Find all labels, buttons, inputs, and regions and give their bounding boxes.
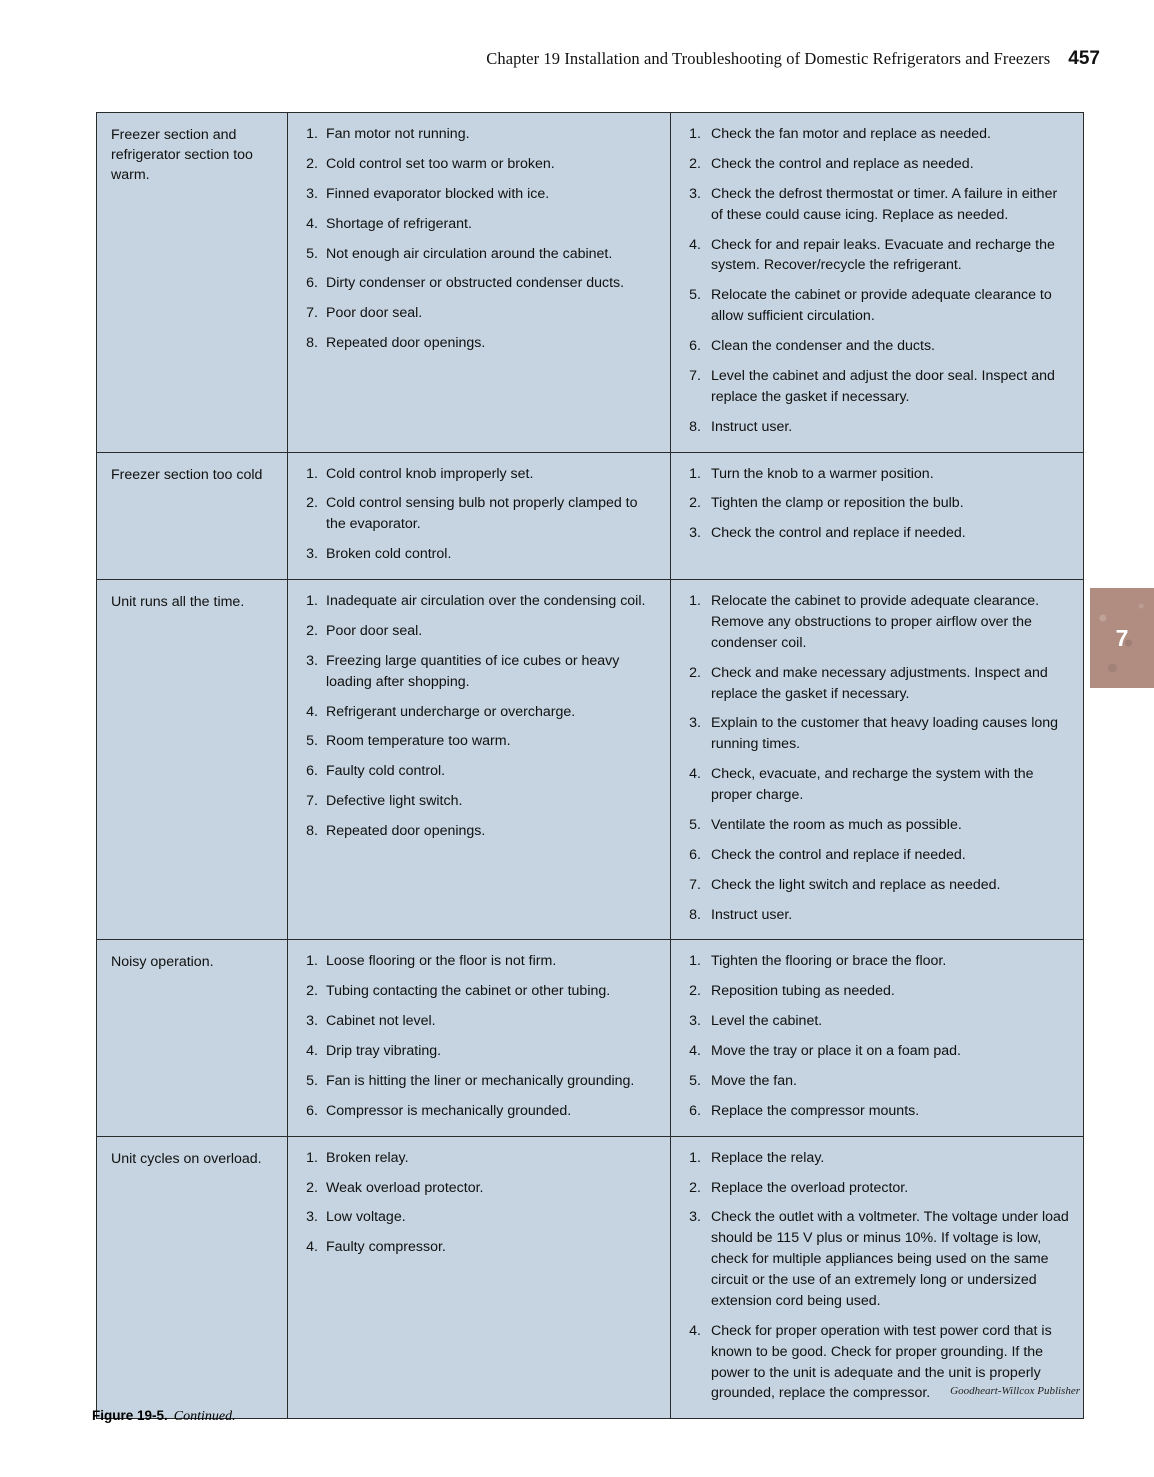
list-item xyxy=(671,523,1069,544)
list-item-text: Fan motor not running. xyxy=(326,126,470,142)
list-item-text: Defective light switch. xyxy=(326,793,463,810)
list-item xyxy=(671,905,1069,926)
list-item-number: 1. xyxy=(306,465,318,482)
figure-label: Figure 19-5. xyxy=(92,1408,168,1423)
list-item-text: Finned evaporator blocked with ice. xyxy=(326,185,550,202)
page-header xyxy=(0,48,1100,70)
list-item-text: Low voltage. xyxy=(326,1209,406,1226)
list-item xyxy=(288,702,660,723)
list-item-text: Check the outlet with a voltmeter. The voltage under load should be 115 V plus or minus 10%. If voltage is low, check for multiple appliances being used on the same circuit or the use of an extremely long or undersized extension cord being used. xyxy=(711,1209,1069,1309)
cause-list xyxy=(288,453,670,580)
list-item-text: Instruct user. xyxy=(711,906,793,923)
list-item-number: 4. xyxy=(306,1239,318,1256)
list-item xyxy=(671,366,1069,408)
list-item-number: 4. xyxy=(306,215,318,232)
table-row xyxy=(97,1136,1084,1419)
list-item-text: Reposition tubing as needed. xyxy=(711,983,895,1000)
list-item-number: 1. xyxy=(689,953,701,970)
list-item-number: 5. xyxy=(689,287,701,304)
list-item xyxy=(671,154,1069,175)
list-item-text: Refrigerant undercharge or overcharge. xyxy=(326,703,576,720)
list-item xyxy=(288,1101,660,1122)
list-item-text: Check, evacuate, and recharge the system with the proper charge. xyxy=(711,766,1034,803)
list-item-text: Tighten the clamp or reposition the bulb. xyxy=(711,495,964,512)
list-item xyxy=(671,184,1069,226)
list-item-text: Freezing large quantities of ice cubes or heavy loading after shopping. xyxy=(326,652,620,690)
list-item-text: Repeated door openings. xyxy=(326,335,486,352)
list-item-number: 1. xyxy=(306,126,318,142)
symptom-text: Freezer section and refrigerator section too warm. xyxy=(111,127,253,184)
list-item xyxy=(671,591,1069,654)
list-item-number: 4. xyxy=(306,703,318,720)
list-item-number: 6. xyxy=(689,846,701,863)
table-row xyxy=(97,452,1084,580)
list-item xyxy=(671,663,1069,705)
cause-list xyxy=(288,580,670,856)
list-item-text: Level the cabinet. xyxy=(711,1013,823,1030)
list-item xyxy=(671,1071,1069,1092)
remedy-cell xyxy=(671,113,1084,453)
list-item xyxy=(288,731,660,752)
list-item-text: Level the cabinet and adjust the door seal. Inspect and replace the gasket if necessary. xyxy=(711,367,1055,405)
list-item-text: Check for and repair leaks. Evacuate and recharge the system. Recover/recycle the refrigerant. xyxy=(711,236,1055,274)
list-item-number: 2. xyxy=(306,983,318,1000)
list-item-number: 1. xyxy=(306,593,318,609)
list-item xyxy=(288,493,660,535)
remedy-cell xyxy=(671,1136,1084,1419)
list-item-text: Compressor is mechanically grounded. xyxy=(326,1102,572,1119)
symptom-cell xyxy=(97,452,288,580)
list-item-text: Replace the overload protector. xyxy=(711,1179,909,1196)
list-item xyxy=(288,821,660,842)
cause-cell xyxy=(288,580,671,940)
list-item-text: Loose flooring or the floor is not firm. xyxy=(326,953,557,970)
list-item xyxy=(671,124,1069,145)
list-item-text: Drip tray vibrating. xyxy=(326,1043,442,1059)
list-item-number: 1. xyxy=(306,1149,318,1166)
table-row xyxy=(97,580,1084,940)
list-item-text: Replace the relay. xyxy=(711,1149,825,1166)
remedy-cell xyxy=(671,452,1084,580)
list-item-text: Poor door seal. xyxy=(326,622,423,639)
list-item xyxy=(288,1011,660,1032)
remedy-list xyxy=(671,940,1083,1135)
list-item-number: 3. xyxy=(306,546,318,563)
list-item-number: 2. xyxy=(306,155,318,172)
symptom-cell xyxy=(97,940,288,1136)
list-item xyxy=(288,124,660,145)
list-item-text: Instruct user. xyxy=(711,418,793,435)
list-item-text: Poor door seal. xyxy=(326,305,423,322)
list-item-text: Clean the condenser and the ducts. xyxy=(711,338,936,354)
list-item xyxy=(288,273,660,294)
list-item-text: Check the light switch and replace as needed. xyxy=(711,876,1001,893)
symptom-cell xyxy=(97,580,288,940)
figure-caption xyxy=(92,1408,236,1425)
list-item-text: Tubing contacting the cabinet or other tubing. xyxy=(326,983,611,1000)
list-item xyxy=(288,544,660,565)
list-item xyxy=(288,1207,660,1228)
list-item xyxy=(671,1101,1069,1122)
list-item-number: 6. xyxy=(689,338,701,354)
list-item xyxy=(288,1237,660,1258)
list-item-number: 7. xyxy=(689,876,701,893)
list-item-number: 4. xyxy=(689,1043,701,1059)
list-item-number: 5. xyxy=(306,1072,318,1089)
cause-cell xyxy=(288,452,671,580)
list-item-text: Repeated door openings. xyxy=(326,823,486,839)
chapter-thumb-tab xyxy=(1090,588,1154,688)
list-item-number: 5. xyxy=(306,733,318,750)
list-item-text: Cold control knob improperly set. xyxy=(326,465,534,482)
list-item-number: 4. xyxy=(689,766,701,783)
list-item-text: Relocate the cabinet to provide adequate clearance. Remove any obstructions to proper airflow over the condenser coil. xyxy=(711,593,1040,651)
list-item-number: 3. xyxy=(689,1013,701,1030)
symptom-text: Unit runs all the time. xyxy=(111,594,245,610)
list-item-number: 4. xyxy=(689,236,701,253)
list-item-number: 1. xyxy=(689,126,701,142)
cause-cell xyxy=(288,1136,671,1419)
cause-list xyxy=(288,1137,670,1273)
remedy-list xyxy=(671,580,1083,939)
list-item-text: Move the fan. xyxy=(711,1072,797,1089)
list-item xyxy=(288,1041,660,1062)
list-item-number: 7. xyxy=(306,305,318,322)
list-item xyxy=(671,845,1069,866)
list-item-text: Check the defrost thermostat or timer. A failure in either of these could cause icing. Replace as needed. xyxy=(711,185,1058,223)
list-item xyxy=(671,493,1069,514)
list-item xyxy=(288,154,660,175)
list-item-text: Faulty cold control. xyxy=(326,763,446,780)
troubleshooting-table-wrapper xyxy=(96,112,1080,1419)
list-item-text: Weak overload protector. xyxy=(326,1179,484,1196)
list-item xyxy=(671,713,1069,755)
cause-list xyxy=(288,940,670,1135)
list-item xyxy=(288,464,660,485)
symptom-text: Noisy operation. xyxy=(111,954,214,971)
list-item-text: Shortage of refrigerant. xyxy=(326,215,472,232)
list-item-text: Cabinet not level. xyxy=(326,1013,436,1030)
list-item xyxy=(288,184,660,205)
list-item-number: 1. xyxy=(306,953,318,970)
list-item xyxy=(288,761,660,782)
list-item-number: 7. xyxy=(689,367,701,384)
list-item-number: 1. xyxy=(689,465,701,482)
list-item xyxy=(671,1207,1069,1311)
list-item-text: Relocate the cabinet or provide adequate clearance to allow sufficient circulation. xyxy=(711,287,1052,325)
list-item-number: 6. xyxy=(306,1102,318,1119)
list-item-text: Check the control and replace if needed. xyxy=(711,525,966,542)
list-item xyxy=(671,336,1069,357)
list-item-text: Check the fan motor and replace as needed. xyxy=(711,126,991,142)
list-item-number: 8. xyxy=(689,906,701,923)
symptom-text: Unit cycles on overload. xyxy=(111,1150,262,1167)
list-item-number: 3. xyxy=(306,1209,318,1226)
list-item xyxy=(288,1148,660,1169)
list-item xyxy=(671,235,1069,277)
table-body xyxy=(97,113,1084,1419)
list-item-number: 7. xyxy=(306,793,318,810)
list-item-number: 8. xyxy=(306,335,318,352)
list-item xyxy=(671,951,1069,972)
list-item xyxy=(671,417,1069,438)
list-item-number: 3. xyxy=(306,652,318,669)
list-item-text: Tighten the flooring or brace the floor. xyxy=(711,953,947,970)
remedy-cell xyxy=(671,580,1084,940)
list-item xyxy=(288,1071,660,1092)
list-item-text: Replace the compressor mounts. xyxy=(711,1102,920,1119)
list-item-number: 1. xyxy=(689,1149,701,1166)
list-item-text: Broken relay. xyxy=(326,1149,409,1166)
remedy-cell xyxy=(671,940,1084,1136)
list-item xyxy=(288,591,660,612)
list-item-number: 2. xyxy=(306,622,318,639)
list-item-number: 5. xyxy=(689,1072,701,1089)
list-item-number: 6. xyxy=(306,275,318,292)
list-item-text: Broken cold control. xyxy=(326,546,452,563)
list-item xyxy=(288,244,660,265)
table-row xyxy=(97,113,1084,453)
list-item-number: 6. xyxy=(306,763,318,780)
list-item-number: 2. xyxy=(689,495,701,512)
list-item-text: Cold control set too warm or broken. xyxy=(326,155,555,172)
troubleshooting-table xyxy=(96,112,1084,1419)
list-item xyxy=(671,1011,1069,1032)
list-item-text: Not enough air circulation around the cabinet. xyxy=(326,245,613,262)
page-number: 457 xyxy=(1068,48,1100,69)
list-item-number: 2. xyxy=(306,1179,318,1196)
list-item xyxy=(671,764,1069,806)
list-item-text: Check the control and replace if needed. xyxy=(711,846,966,863)
list-item xyxy=(288,951,660,972)
table-row xyxy=(97,940,1084,1136)
list-item-number: 5. xyxy=(689,816,701,833)
list-item-number: 4. xyxy=(306,1043,318,1059)
list-item-text: Explain to the customer that heavy loading causes long running times. xyxy=(711,715,1059,753)
list-item-number: 2. xyxy=(689,983,701,1000)
list-item xyxy=(288,791,660,812)
thumb-tab-label: 7 xyxy=(1115,624,1129,651)
list-item-number: 5. xyxy=(306,245,318,262)
list-item-text: Turn the knob to a warmer position. xyxy=(711,465,934,482)
cause-cell xyxy=(288,940,671,1136)
list-item-number: 3. xyxy=(306,1013,318,1030)
list-item-number: 6. xyxy=(689,1102,701,1119)
symptom-text: Freezer section too cold xyxy=(111,466,263,483)
list-item-number: 3. xyxy=(306,185,318,202)
list-item-number: 2. xyxy=(689,664,701,681)
list-item xyxy=(288,214,660,235)
list-item-number: 8. xyxy=(306,823,318,839)
list-item-number: 3. xyxy=(689,1209,701,1226)
list-item-text: Fan is hitting the liner or mechanically grounding. xyxy=(326,1072,635,1089)
list-item-number: 3. xyxy=(689,185,701,202)
list-item-text: Check the control and replace as needed. xyxy=(711,155,974,172)
list-item-number: 4. xyxy=(689,1322,701,1339)
list-item-text: Check for proper operation with test power cord that is known to be good. Check for proper grounding. If the power to the unit is adequate and the unit is properly grounded, replace the compressor. xyxy=(711,1322,1052,1402)
list-item xyxy=(671,285,1069,327)
list-item-text: Room temperature too warm. xyxy=(326,733,511,750)
list-item-text: Faulty compressor. xyxy=(326,1239,446,1256)
list-item xyxy=(671,1148,1069,1169)
symptom-cell xyxy=(97,1136,288,1419)
list-item xyxy=(288,303,660,324)
chapter-title: Chapter 19 Installation and Troubleshooting of Domestic Refrigerators and Freezers xyxy=(486,49,1051,68)
list-item xyxy=(671,981,1069,1002)
cause-cell xyxy=(288,113,671,453)
list-item xyxy=(671,1178,1069,1199)
list-item-text: Ventilate the room as much as possible. xyxy=(711,816,962,833)
list-item-text: Dirty condenser or obstructed condenser ducts. xyxy=(326,275,625,292)
list-item-number: 3. xyxy=(689,525,701,542)
list-item xyxy=(288,621,660,642)
list-item-number: 2. xyxy=(306,495,318,512)
remedy-list xyxy=(671,113,1083,452)
list-item xyxy=(288,1178,660,1199)
list-item xyxy=(671,1041,1069,1062)
cause-list xyxy=(288,113,670,368)
list-item xyxy=(288,981,660,1002)
list-item-number: 3. xyxy=(689,715,701,732)
list-item-number: 8. xyxy=(689,418,701,435)
list-item-text: Check and make necessary adjustments. Inspect and replace the gasket if necessary. xyxy=(711,664,1048,702)
list-item xyxy=(671,815,1069,836)
list-item xyxy=(288,651,660,693)
list-item-text: Inadequate air circulation over the condensing coil. xyxy=(326,593,646,609)
list-item-number: 1. xyxy=(689,593,701,609)
list-item-number: 2. xyxy=(689,155,701,172)
symptom-cell xyxy=(97,113,288,453)
list-item-text: Move the tray or place it on a foam pad. xyxy=(711,1043,961,1059)
list-item xyxy=(288,333,660,354)
remedy-list xyxy=(671,1137,1083,1419)
list-item xyxy=(671,464,1069,485)
list-item xyxy=(671,875,1069,896)
list-item-text: Cold control sensing bulb not properly clamped to the evaporator. xyxy=(326,495,638,533)
figure-text: Continued. xyxy=(173,1409,236,1424)
list-item-number: 2. xyxy=(689,1179,701,1196)
remedy-list xyxy=(671,453,1083,559)
publisher-credit: Goodheart-Willcox Publisher xyxy=(950,1385,1080,1397)
